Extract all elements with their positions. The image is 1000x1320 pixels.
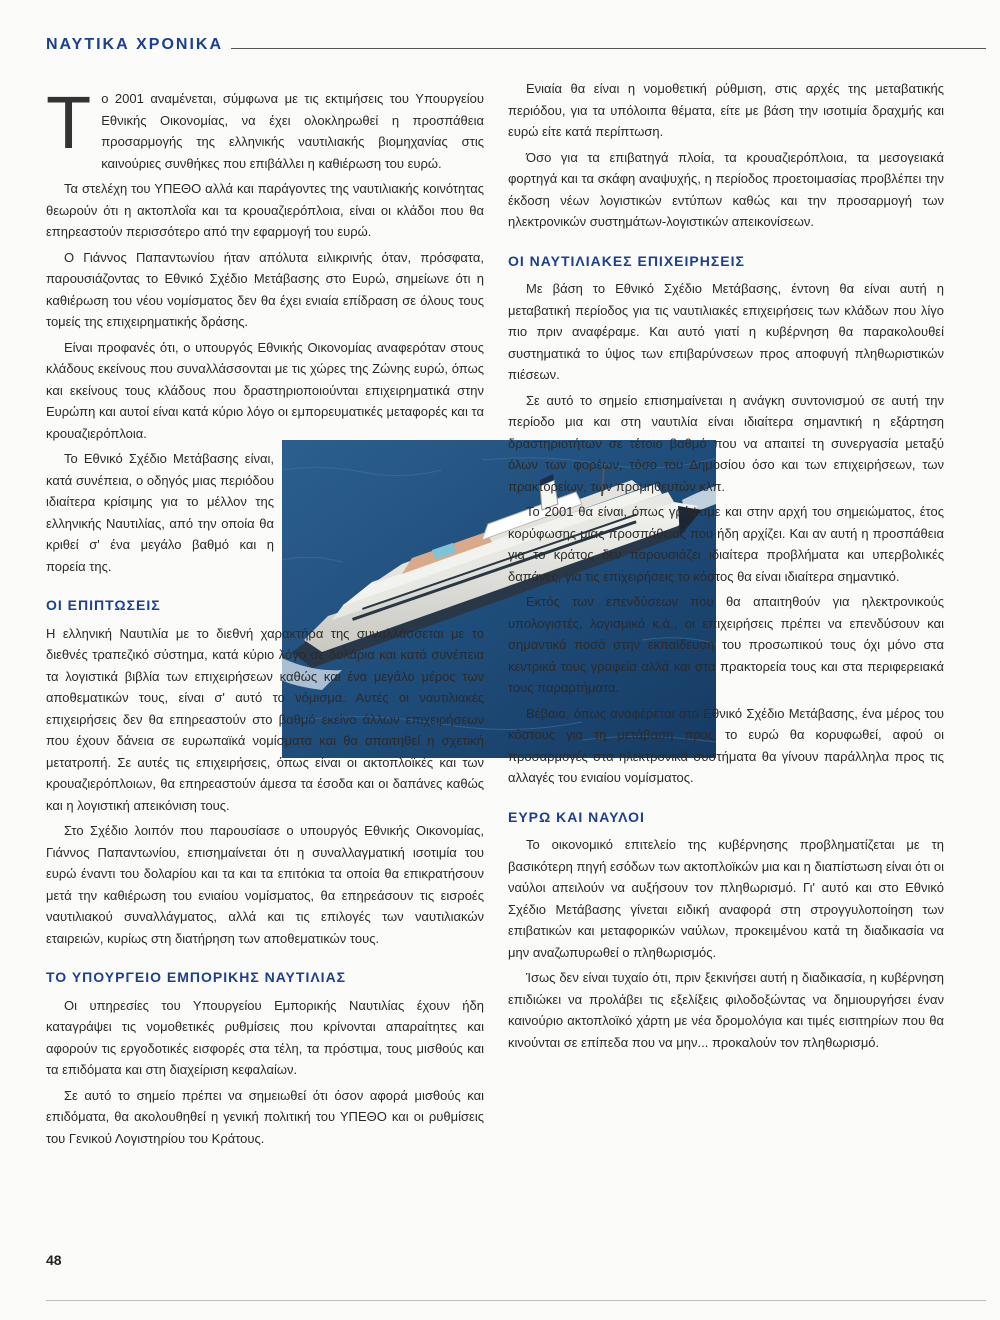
drop-cap: Τ — [46, 81, 92, 164]
paragraph: Με βάση το Εθνικό Σχέδιο Μετάβασης, έντονη θα είναι αυτή η μεταβατική περίοδος για τις ναυτιλιακές επιχειρήσεις των κλάδων που λίγο πιο πριν αναφέραμε. Και αυτό γιατί η κυβέρνηση θα παρακολουθεί συστηματικά το ύψος των επιβαρύνσεων προς αποφυγή πληθωριστικών πιέσεων. — [508, 281, 944, 382]
paragraph: Η ελληνική Ναυτιλία με το διεθνή χαρακτήρα της συναλλάσσεται με το διεθνές τραπεζικό σύστημα, κατά κύριο λόγο σε δολάρια και κατά συνέπεια τα λογιστικά βιβλία των επιχειρήσεων καθώς και ένα μεγάλο μέρος των αποθεματικών τους, είναι σ' αυτό το νόμισμα. Αυτές οι ναυτιλιακές επιχειρήσεις δεν θα επηρεαστούν στο βαθμό εκείνο άλλων επιχειρήσεων που έχουν δάνεια σε ευρωπαϊκά νομίσματα και θα απαιτηθεί η σχετική μετατροπή. Σε αυτές τις επιχειρήσεις, όπως είναι οι ακτοπλοϊκές και των κρουαζιερόπλοιων, θα επηρεαστούν άμεσα τα έσοδα και οι δαπάνες καθώς και η λογιστική απεικόνιση τους. — [46, 625, 484, 813]
paragraph: Το οικονομικό επιτελείο της κυβέρνησης προβληματίζεται με τη βασικότερη πηγή εσόδων των ακτοπλοϊκών μια και η διαπίστωση είναι ότι οι ναύλοι απειλούν να αυξήσουν τον πληθωρισμό. Γι' αυτό και στο Εθνικό Σχέδιο Μετάβασης γίνεται ειδική αναφορά στη στρογγυλοποίηση των επιβατικών και μεταφορικών ναύλων, προκειμένου κατά τη διαδικασία να μην αναζωπυρωθεί ο πληθωρισμός. — [508, 837, 944, 960]
page-number: 48 — [46, 1252, 62, 1268]
subheading-shipping-companies: ΟΙ ΝΑΥΤΙΛΙΑΚΕΣ ΕΠΙΧΕΙΡΗΣΕΙΣ — [508, 252, 745, 269]
intro-text: ο 2001 αναμένεται, σύμφωνα με τις εκτιμήσεις του Υπουργείου Εθνικής Οικονομίας, να έχει ολοκληρωθεί η προσπάθεια προσαρμογής της ελληνικής ναυτιλιακής βιομηχανίας στις καινούριες συνθήκες που επιβάλλει η καθιέρωση του ευρώ. — [101, 91, 484, 171]
paragraph: Σε αυτό το σημείο πρέπει να σημειωθεί ότι όσον αφορά μισθούς και επιδόματα, θα ακολουθηθεί η γενική πολιτική του ΥΠΕΘΟ και οι ρυθμίσεις του Γενικού Λογιστηρίου του Κράτους. — [46, 1087, 484, 1146]
paragraph: Στο Σχέδιο λοιπόν που παρουσίασε ο υπουργός Εθνικής Οικονομίας, Γιάννος Παπαντωνίου, επισημαίνεται ότι η συναλλαγματική ισοτιμία του ευρώ έναντι του δολαρίου και τα και τα επιτόκια τα οποία θα επικρατήσουν μετά την καθιέρωση του ενιαίου νομίσματος, θα επηρεάσουν τις εισροές ναυτιλιακού συναλλάγματος, αλλά και τις επιλογές των ναυτιλιακών εταιρειών, κυρίως στη διατήρηση των αποθεματικών τους. — [46, 823, 484, 946]
subheading-ministry: ΤΟ ΥΠΟΥΡΓΕΙΟ ΕΜΠΟΡΙΚΗΣ ΝΑΥΤΙΛΙΑΣ — [46, 969, 347, 985]
section-header — [46, 36, 986, 54]
paragraph: Βέβαια, όπως αναφέρεται στο Εθνικό Σχέδιο Μετάβασης, ένα μέρος του κόστους για τη μετάβαση προς το ευρώ θα κορυφωθεί, αφού οι προσαρμογές στα ηλεκτρονικά συστήματα θα γίνουν παράλληλα προς τις αλλαγές του ενιαίου νομίσματος. — [508, 705, 944, 785]
section-title: ΝΑΥΤΙΚΑ ΧΡΟΝΙΚΑ — [46, 36, 223, 53]
paragraph: Σε αυτό το σημείο επισημαίνεται η ανάγκη συντονισμού σε αυτή την περίοδο μια και στη ναυτιλία είναι ιδιαίτερα σημαντική η εξάρτηση δραστηριοτήτων σε τέτοιο βαθμό που να απαιτεί τη συνεργασία μεταξύ όλων των φορέων, τόσο του Δημοσίου όσο και των επιχειρήσεων, των πρακτορείων, των προμηθευτών κλπ. — [508, 392, 944, 494]
paragraph: Εκτός των επενδύσεων που θα απαιτηθούν για ηλεκτρονικούς υπολογιστές, λογισμικό κ.ά., οι επιχειρήσεις πρέπει να επενδύσουν και σημαντικά ποσά στην εκπαίδευση του προσωπικού τους όχι μόνο στα κεντρικά τους γραφεία αλλά και στα πρακτορεία τους και στα περιφερειακά τους παραρτήματα. — [508, 594, 944, 695]
paragraph: Ίσως δεν είναι τυχαίο ότι, πριν ξεκινήσει αυτή η διαδικασία, η κυβέρνηση επιδιώκει να προλάβει τις εξελίξεις φιλοδοξώντας να δημιουργήσει έναν καινούριο ακτοπλοϊκό χάρτη με νέα δρομολόγια και τιμές εισιτηρίων που θα κινούνται σε επίπεδα που να μην... προκαλούν τον πληθωρισμό. — [508, 970, 944, 1050]
intro-paragraph — [46, 81, 484, 174]
subheading-euro-fares: ΕΥΡΩ ΚΑΙ ΝΑΥΛΟΙ — [508, 808, 645, 825]
paragraph: Τα στελέχη του ΥΠΕΘΟ αλλά και παράγοντες της ναυτιλιακής κοινότητας θεωρούν ότι η ακτοπλοΐα και τα κρουαζιερόπλοια, είναι οι κλάδοι που θα επηρεαστούν περισσότερο από την εφαρμογή του ευρώ. — [46, 181, 484, 239]
paragraph: Το 2001 θα είναι, όπως γράψαμε και στην αρχή του σημειώματος, έτος κορύφωσης μιας προσπάθειας που ήδη αρχίζει. Και αν αυτή η προσπάθεια για το κράτος δεν παρουσιάζει ιδιαίτερα προβλήματα και υπερβολικές δαπάνες, για τις επιχειρήσεις το κόστος θα είναι ιδιαίτερα σημαντικό. — [508, 504, 944, 584]
paragraph: Ο Γιάννος Παπαντωνίου ήταν απόλυτα ειλικρινής όταν, πρόσφατα, παρουσιάζοντας το Εθνικό Σχέδιο Μετάβασης στο Ευρώ, σημείωνε ότι η καθιέρωση του νέου νομίσματος δεν θα έχει ενιαία επίδραση σε όλους τους τομείς της επιχειρηματικής δράσης. — [46, 249, 484, 329]
paragraph: Είναι προφανές ότι, ο υπουργός Εθνικής Οικονομίας αναφερόταν στους κλάδους εκείνους που συναλλάσσονται με τις χώρες της Ζώνης ευρώ, όπως και εκείνους τους κλάδους που δραστηριοποιούνται επιχειρηματικά στην Ευρώπη και αυτοί είναι κατά κύριο λόγο οι εμπορευματικές μεταφορές και τα κρουαζιερόπλοια. — [46, 339, 484, 441]
right-column — [508, 78, 944, 1057]
header-rule — [231, 48, 986, 49]
paragraph: Το Εθνικό Σχέδιο Μετάβασης είναι, κατά συνέπεια, ο οδηγός μιας περιόδου ιδιαίτερα κρίσιμης για το μέλλον της ελληνικής Ναυτιλίας, από την οποία θα κριθεί σ' ένα μεγάλο βαθμό και η πορεία της. — [46, 451, 274, 574]
subheading-epiptoseis: ΟΙ ΕΠΙΠΤΩΣΕΙΣ — [46, 597, 161, 613]
paragraph: Ενιαία θα είναι η νομοθετική ρύθμιση, στις αρχές της μεταβατικής περιόδου, για τα υπόλοιπα θέματα, είτε με βάση την ισοτιμία δραχμής και ευρώ είτε κατά περίπτωση. — [508, 81, 944, 139]
paragraph: Οι υπηρεσίες του Υπουργείου Εμπορικής Ναυτιλίας έχουν ήδη καταγράψει τις νομοθετικές ρυθμίσεις που κρίνονται απαραίτητες και αφορούν τις εργοδοτικές εισφορές στα τέλη, τα πρόστιμα, τους μισθούς και τα επιδόματα και στη διαχείριση κεφαλαίων. — [46, 997, 484, 1077]
paragraph: Όσο για τα επιβατηγά πλοία, τα κρουαζιερόπλοια, τα μεσογειακά φορτηγά και τα σκάφη αναψυχής, η περίοδος προετοιμασίας προβλέπει την έκδοση νέων λογιστικών εντύπων καθώς και την προσαρμογή των ηλεκτρονικών συστημάτων-λογιστικών απεικονίσεων. — [508, 149, 944, 229]
bottom-rule — [46, 1300, 986, 1301]
left-column — [46, 81, 484, 1153]
